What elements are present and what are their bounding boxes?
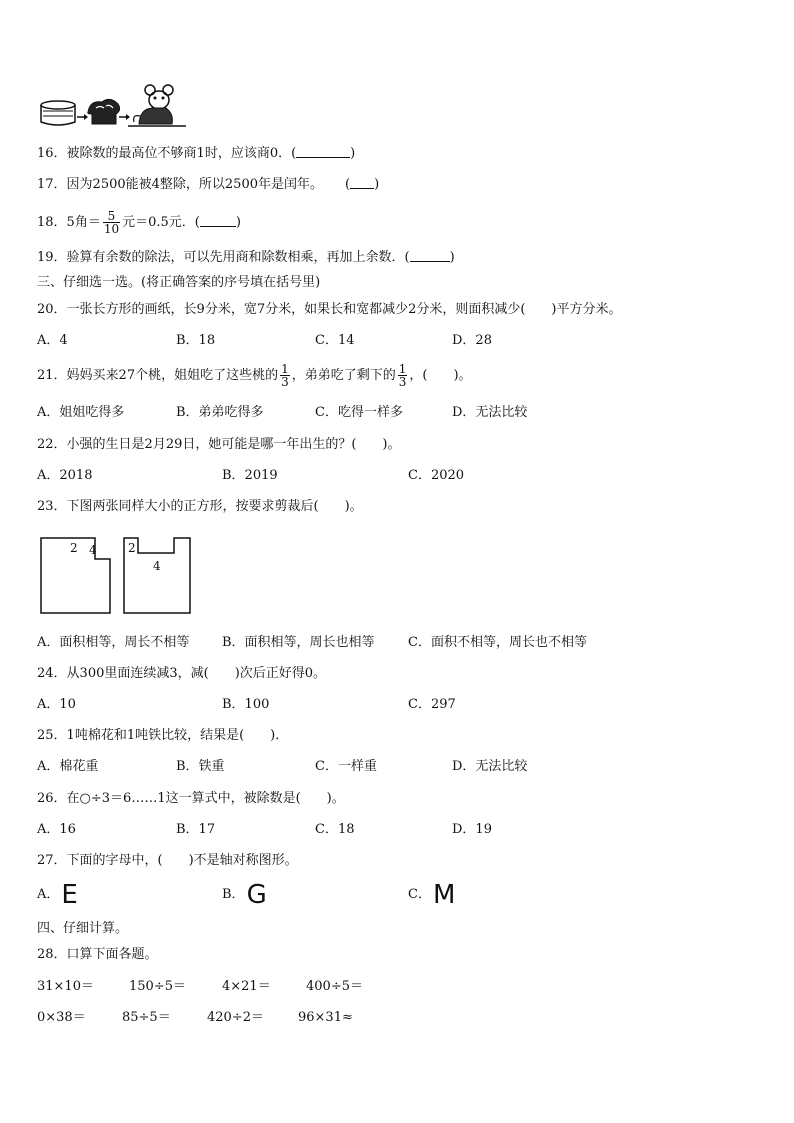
- calc-item: 0×38＝: [37, 1010, 86, 1025]
- question-27-text: 27．下面的字母中，( )不是轴对称图形。: [37, 853, 298, 868]
- answer-blank[interactable]: [350, 176, 374, 189]
- question-17: 17．因为2500能被4整除，所以2500年是闰年。 ( ): [37, 177, 380, 192]
- question-23-text: 23．下图两张同样大小的正方形，按要求剪裁后( )。: [37, 499, 363, 514]
- question-21: 21．妈妈买来27个桃，姐姐吃了这些桃的 $\frac{1}{3}$ ，弟弟吃了剩下的 $\frac{1}{3}$ ，( )。: [37, 362, 472, 389]
- question-16-text: 16．被除数的最高位不够商1时，应该商0．(: [37, 146, 297, 161]
- fraction-1-3: $\frac{1}{3}$: [281, 362, 289, 389]
- figure-label: 2: [70, 541, 78, 555]
- option[interactable]: B．面积相等，周长也相等: [222, 635, 375, 650]
- answer-blank[interactable]: [200, 214, 236, 227]
- question-25-text: 25．1吨棉花和1吨铁比较，结果是( )．: [37, 728, 289, 743]
- question-18: 18．5角＝ $\frac{5}{10}$ 元＝0.5元．( ): [37, 209, 241, 236]
- option[interactable]: B．铁重: [176, 759, 225, 774]
- figure-label: 4: [89, 543, 97, 557]
- option[interactable]: B．弟弟吃得多: [176, 405, 264, 420]
- option[interactable]: C．吃得一样多: [315, 405, 403, 420]
- letter-e: E: [61, 880, 78, 910]
- option[interactable]: B．2019: [222, 468, 278, 483]
- option[interactable]: B．17: [176, 822, 216, 837]
- question-19: 19．验算有余数的除法，可以先用商和除数相乘，再加上余数．( ): [37, 250, 455, 265]
- cut-squares-figure: [40, 537, 195, 615]
- answer-blank[interactable]: [410, 249, 450, 262]
- option[interactable]: C．297: [408, 697, 456, 712]
- letter-g: G: [246, 880, 267, 910]
- question-20-text: 20．一张长方形的画纸，长9分米，宽7分米，如果长和宽都减少2分米，则面积减少( )平方分米。: [37, 302, 622, 317]
- section-3-heading: 三、仔细选一选。(将正确答案的序号填在括号里): [37, 275, 321, 290]
- calc-item: 31×10＝: [37, 979, 94, 994]
- option-b[interactable]: B．G: [222, 880, 267, 910]
- option[interactable]: A．16: [37, 822, 76, 837]
- option[interactable]: A．2018: [37, 468, 93, 483]
- option[interactable]: D．19: [452, 822, 492, 837]
- option[interactable]: B．100: [222, 697, 270, 712]
- option-a[interactable]: A．E: [37, 880, 78, 910]
- option[interactable]: C．2020: [408, 468, 465, 483]
- option[interactable]: C．面积不相等，周长也不相等: [408, 635, 587, 650]
- calc-item: 400÷5＝: [306, 979, 363, 994]
- option[interactable]: C．18: [315, 822, 355, 837]
- fraction-5-10: $\frac{5}{10}$: [103, 209, 120, 236]
- option[interactable]: C．14: [315, 333, 355, 348]
- calc-item: 85÷5＝: [122, 1010, 171, 1025]
- question-17-text: 17．因为2500能被4整除，所以2500年是闰年。: [37, 177, 323, 192]
- letter-m: M: [432, 880, 456, 910]
- calc-item: 420÷2＝: [207, 1010, 264, 1025]
- option[interactable]: A．姐姐吃得多: [37, 405, 125, 420]
- option[interactable]: D．无法比较: [452, 405, 528, 420]
- option[interactable]: B．18: [176, 333, 216, 348]
- option[interactable]: A．10: [37, 697, 76, 712]
- option-c[interactable]: C．M: [408, 880, 456, 910]
- option[interactable]: D．28: [452, 333, 492, 348]
- option[interactable]: D．无法比较: [452, 759, 528, 774]
- question-16: 16．被除数的最高位不够商1时，应该商0．( ): [37, 146, 356, 161]
- option[interactable]: A．棉花重: [37, 759, 99, 774]
- fraction-1-3: $\frac{1}{3}$: [398, 362, 407, 389]
- calc-item: 150÷5＝: [129, 979, 186, 994]
- answer-blank[interactable]: [296, 145, 350, 158]
- figure-label: 4: [153, 559, 161, 573]
- section-4-heading: 四、仔细计算。: [37, 921, 129, 936]
- question-19-text: 19．验算有余数的除法，可以先用商和除数相乘，再加上余数．(: [37, 250, 410, 265]
- calc-item: 96×31≈: [298, 1010, 353, 1025]
- figure-label: 2: [128, 541, 136, 555]
- option[interactable]: A．4: [37, 333, 68, 348]
- question-28-text: 28．口算下面各题。: [37, 947, 158, 962]
- question-24-text: 24．从300里面连续减3，减( )次后正好得0。: [37, 666, 327, 681]
- option[interactable]: C．一样重: [315, 759, 377, 774]
- option[interactable]: A．面积相等，周长不相等: [37, 635, 190, 650]
- calc-item: 4×21＝: [222, 979, 271, 994]
- cake-bread-mouse-illustration: [40, 84, 186, 130]
- question-26-text: 26．在○÷3＝6……1这一算式中，被除数是( )。: [37, 791, 345, 806]
- question-22-text: 22．小强的生日是2月29日，她可能是哪一年出生的？( )。: [37, 437, 401, 452]
